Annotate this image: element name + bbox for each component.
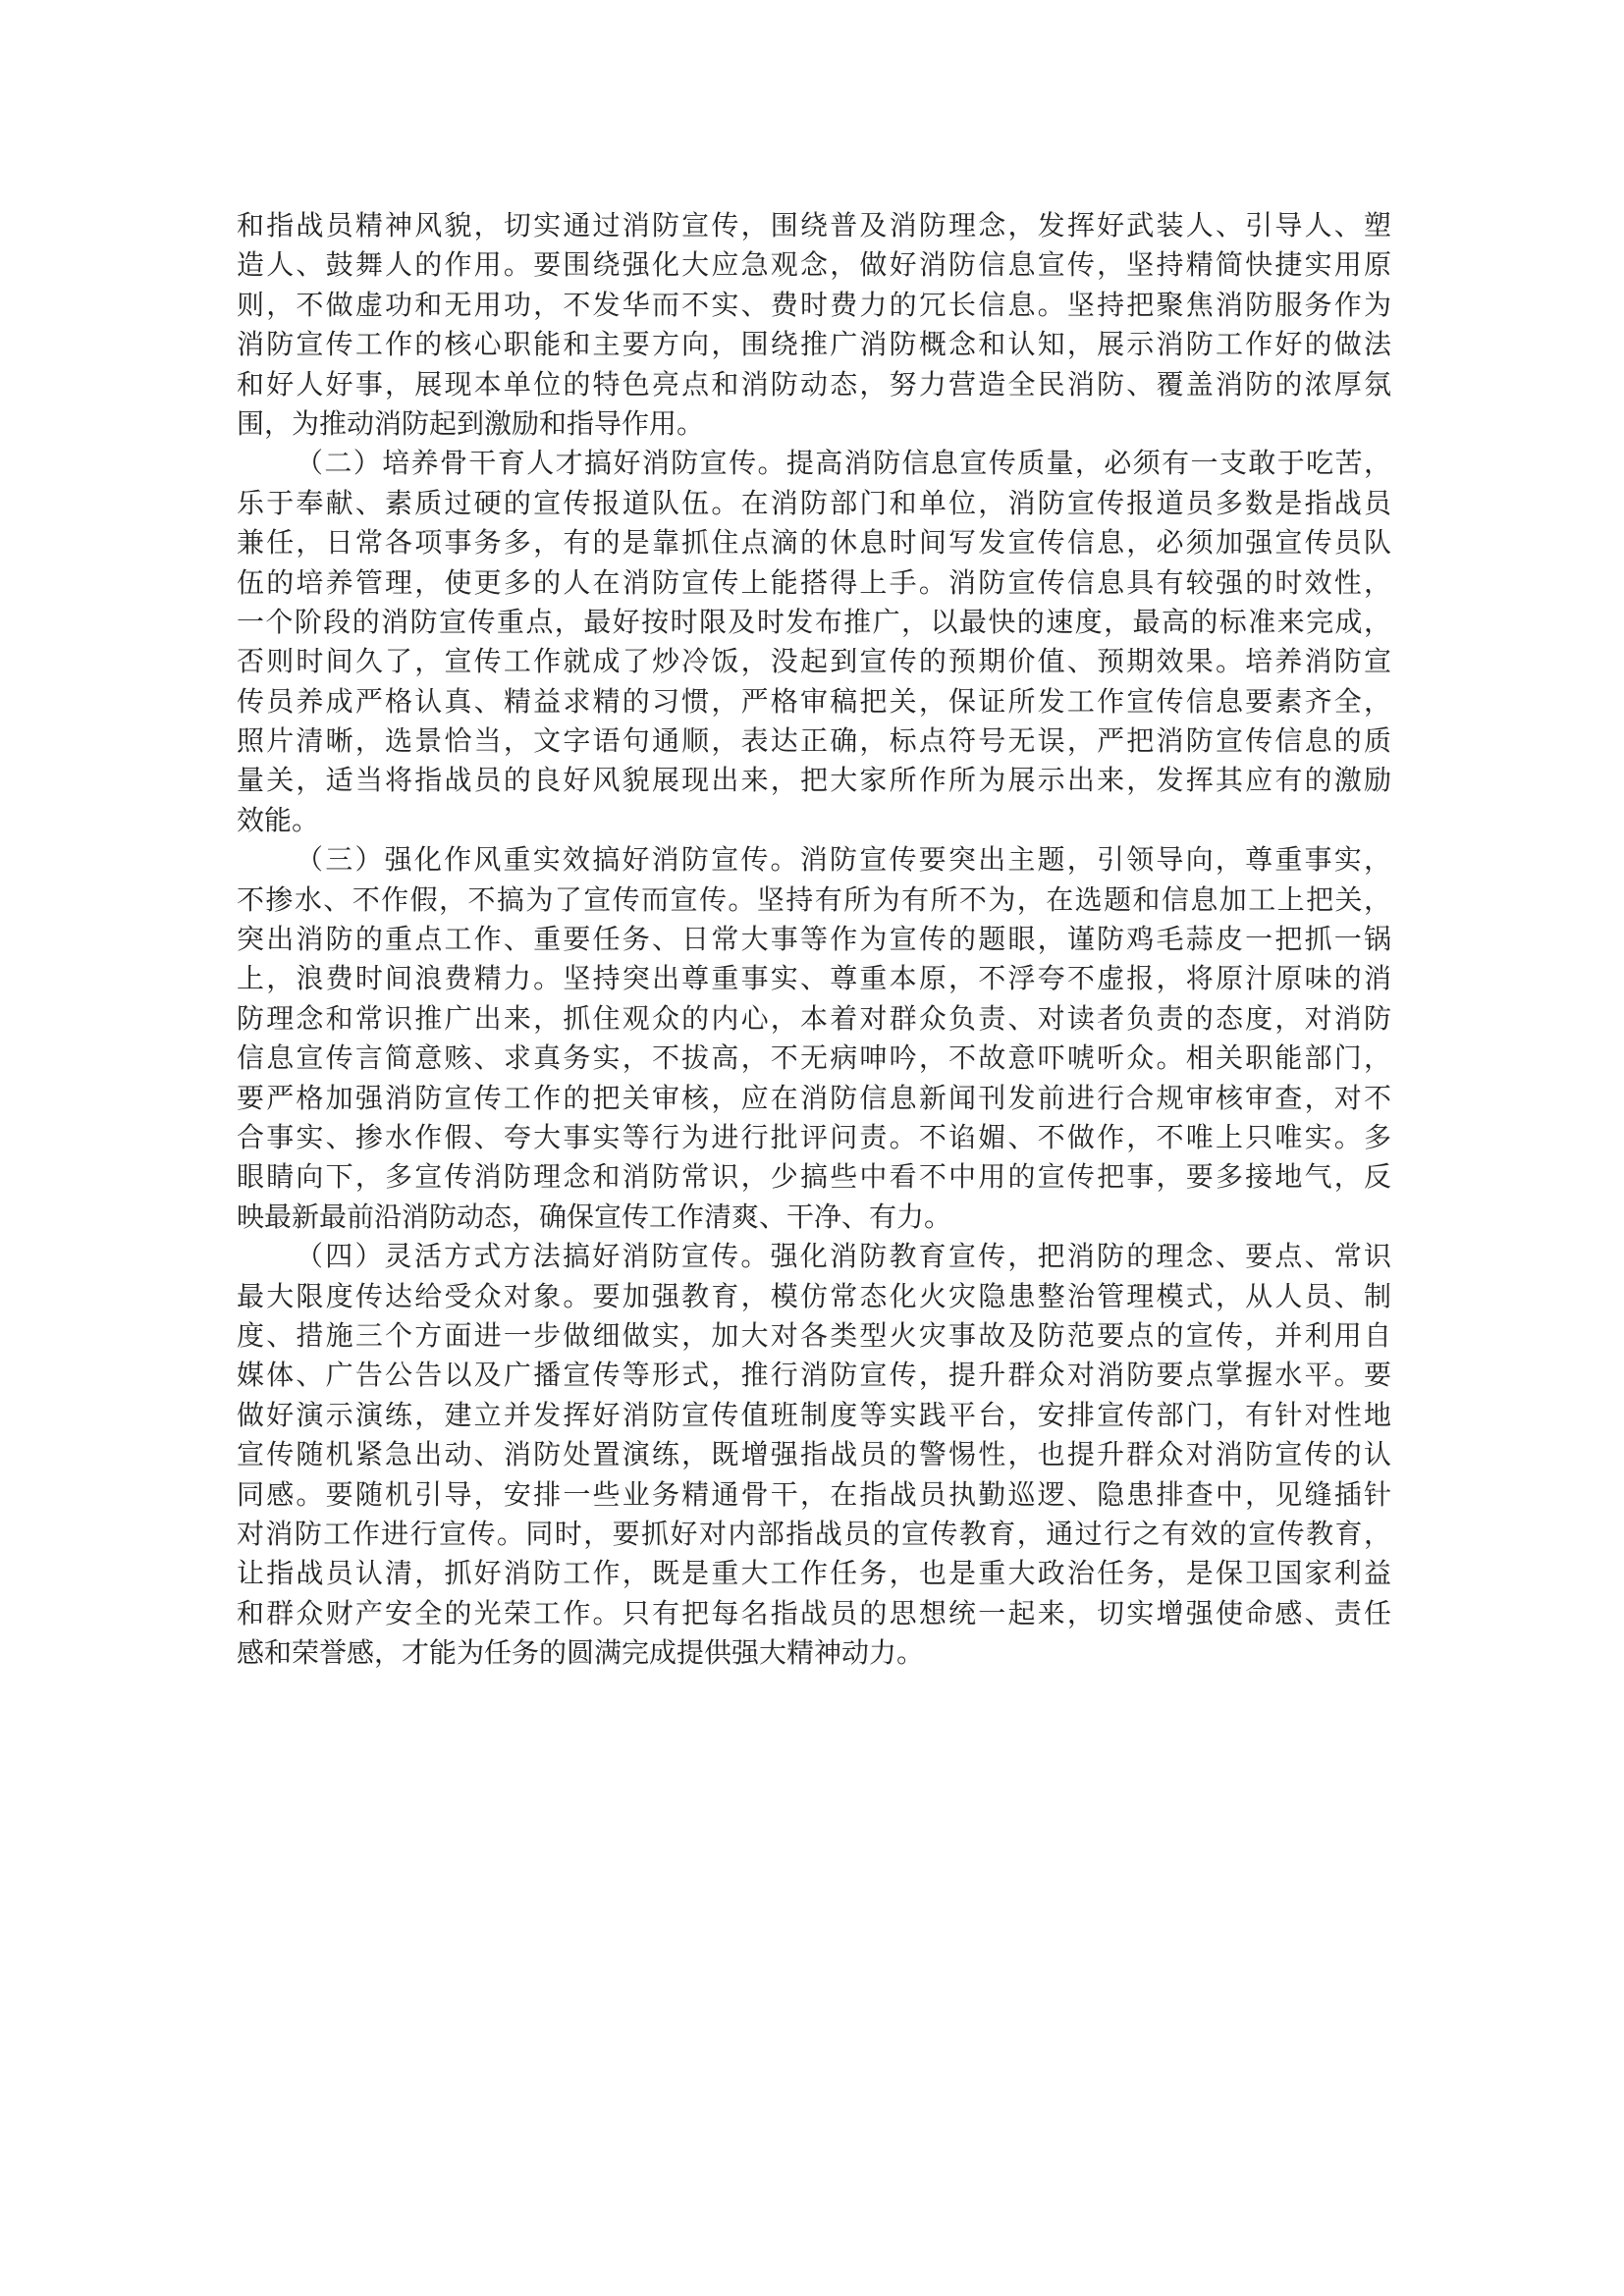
text-line: 和指战员精神风貌，切实通过消防宣传，围绕普及消防理念，发挥好武装人、引导人、塑 [237, 209, 1391, 241]
text-line: 眼睛向下，多宣传消防理念和消防常识，少搞些中看不中用的宣传把事，要多接地气，反 [237, 1160, 1391, 1194]
text-line: 不掺水、不作假，不搞为了宣传而宣传。坚持有所为有所不为，在选题和信息加工上把关， [237, 882, 1391, 916]
text-line: 同感。要随机引导，安排一些业务精通骨干，在指战员执勤巡逻、隐患排查中，见缝插针 [237, 1477, 1391, 1511]
text-line: 一个阶段的消防宣传重点，最好按时限及时发布推广，以最快的速度，最高的标准来完成， [237, 605, 1391, 638]
text-line: 对消防工作进行宣传。同时，要抓好对内部指战员的宣传教育，通过行之有效的宣传教育， [237, 1517, 1391, 1550]
text-line: （三）强化作风重实效搞好消防宣传。消防宣传要突出主题，引领导向，尊重事实， [296, 843, 1391, 877]
text-line: 消防宣传工作的核心职能和主要方向，围绕推广消防概念和认知，展示消防工作好的做法 [237, 328, 1391, 361]
text-line: 突出消防的重点工作、重要任务、日常大事等作为宣传的题眼，谨防鸡毛蒜皮一把抓一锅 [237, 923, 1391, 956]
text-line: 上，浪费时间浪费精力。坚持突出尊重事实、尊重本原，不浮夸不虚报，将原汁原味的消 [237, 962, 1391, 995]
text-line: 宣传随机紧急出动、消防处置演练，既增强指战员的警惕性，也提升群众对消防宣传的认 [237, 1438, 1391, 1471]
document-body [237, 206, 1391, 1673]
text-line: 乐于奉献、素质过硬的宣传报道队伍。在消防部门和单位，消防宣传报道员多数是指战员 [237, 486, 1391, 519]
text-line: 否则时间久了，宣传工作就成了炒冷饭，没起到宣传的预期价值、预期效果。培养消防宣 [237, 645, 1391, 678]
text-line: 围，为推动消防起到激励和指导作用。 [237, 406, 705, 440]
text-line: （四）灵活方式方法搞好消防宣传。强化消防教育宣传，把消防的理念、要点、常识 [296, 1240, 1391, 1273]
text-line: 伍的培养管理，使更多的人在消防宣传上能搭得上手。消防宣传信息具有较强的时效性， [237, 565, 1391, 599]
text-line: 量关，适当将指战员的良好风貌展现出来，把大家所作所为展示出来，发挥其应有的激励 [237, 764, 1391, 797]
text-line: 和群众财产安全的光荣工作。只有把每名指战员的思想统一起来，切实增强使命感、责任 [237, 1596, 1391, 1629]
text-line: 合事实、掺水作假、夸大事实等行为进行批评问责。不谄媚、不做作，不唯上只唯实。多 [237, 1120, 1391, 1153]
text-line: 让指战员认清，抓好消防工作，既是重大工作任务，也是重大政治任务，是保卫国家利益 [237, 1557, 1391, 1590]
text-line: （二）培养骨干育人才搞好消防宣传。提高消防信息宣传质量，必须有一支敢于吃苦， [296, 447, 1391, 480]
text-line: 和好人好事，展现本单位的特色亮点和消防动态，努力营造全民消防、覆盖消防的浓厚氛 [237, 367, 1391, 400]
paragraph [237, 444, 1391, 840]
text-line: 媒体、广告公告以及广播宣传等形式，推行消防宣传，提升群众对消防要点掌握水平。要 [237, 1359, 1391, 1392]
text-line: 做好演示演练，建立并发挥好消防宣传值班制度等实践平台，安排宣传部门，有针对性地 [237, 1398, 1391, 1431]
text-line: 兼任，日常各项事务多，有的是靠抓住点滴的休息时间写发宣传信息，必须加强宣传员队 [237, 526, 1391, 560]
paragraph [237, 206, 1391, 444]
text-line: 要严格加强消防宣传工作的把关审核，应在消防信息新闻刊发前进行合规审核审查，对不 [237, 1081, 1391, 1114]
text-line: 传员养成严格认真、精益求精的习惯，严格审稿把关，保证所发工作宣传信息要素齐全， [237, 684, 1391, 718]
text-line: 则，不做虚功和无用功，不发华而不实、费时费力的冗长信息。坚持把聚焦消防服务作为 [237, 288, 1391, 321]
text-line: 最大限度传达给受众对象。要加强教育，模仿常态化火灾隐患整治管理模式，从人员、制 [237, 1279, 1391, 1312]
text-line: 造人、鼓舞人的作用。要围绕强化大应急观念，做好消防信息宣传，坚持精简快捷实用原 [237, 248, 1391, 282]
text-line: 度、措施三个方面进一步做细做实，加大对各类型火灾事故及防范要点的宣传，并利用自 [237, 1318, 1391, 1352]
paragraph [237, 1237, 1391, 1673]
text-line: 照片清晰，选景恰当，文字语句通顺，表达正确，标点符号无误，严把消防宣传信息的质 [237, 724, 1391, 758]
text-line: 映最新最前沿消防动态，确保宣传工作清爽、干净、有力。 [237, 1200, 952, 1233]
paragraph [237, 840, 1391, 1237]
text-line: 效能。 [237, 803, 320, 836]
text-line: 感和荣誉感，才能为任务的圆满完成提供强大精神动力。 [237, 1636, 925, 1670]
text-line: 信息宣传言简意赅、求真务实，不拔高，不无病呻吟，不故意吓唬听众。相关职能部门， [237, 1041, 1391, 1075]
text-line: 防理念和常识推广出来，抓住观众的内心，本着对群众负责、对读者负责的态度，对消防 [237, 1001, 1391, 1035]
